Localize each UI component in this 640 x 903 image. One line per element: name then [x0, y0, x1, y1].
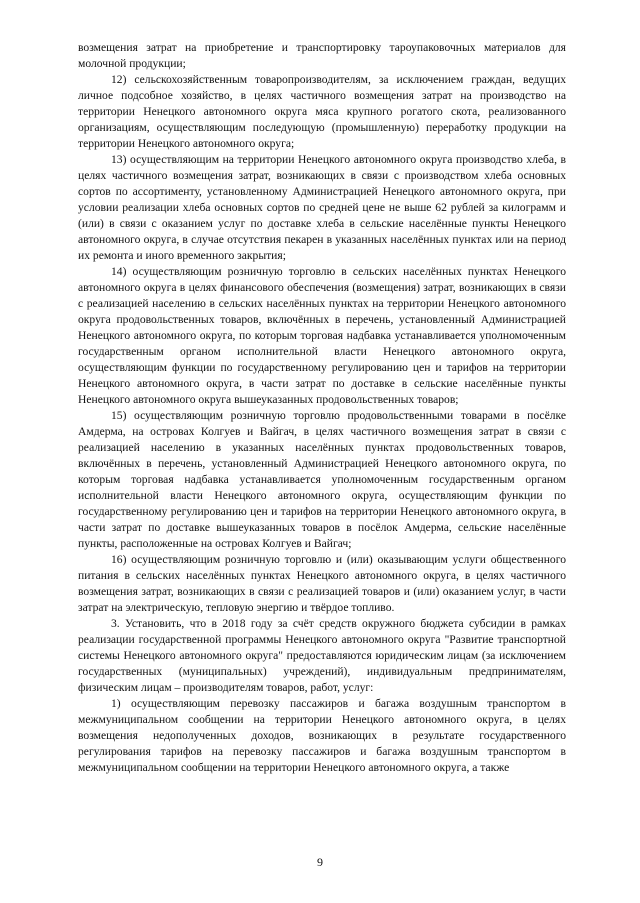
page-number: 9: [317, 855, 323, 869]
paragraph-section-3: 3. Установить, что в 2018 году за счёт средств окружного бюджета субсидии в рамках реализации государственной программы Ненецкого автономного округа "Развитие транспортной системы Ненецкого автономного округа" предоставляются юридическим лицам (за исключением государственных (муниципальных) учреждений), индивидуальным предпринимателям, физическим лицам – производителям товаров, работ, услуг:: [78, 617, 566, 694]
paragraph-item-13: 13) осуществляющим на территории Ненецкого автономного округа производство хлеба, в целях частичного возмещения затрат, возникающих в связи с производством хлеба основных сортов по ассортименту, установленному Администрацией Ненецкого автономного округа, при условии реализации хлеба основных сортов по средней цене не выше 62 рублей за килограмм и (или) в связи с оказанием услуг по доставке хлеба в сельские населённые пункты Ненецкого автономного округа, в случае отсутствия пекарен в указанных населённых пунктах или на период их ремонта и иного временного закрытия;: [78, 153, 566, 262]
paragraph-item-15: 15) осуществляющим розничную торговлю продовольственными товарами в посёлке Амдерма, на островах Колгуев и Вайгач, в целях частичного возмещения затрат в связи с реализацией населению в указанных населённых пунктах продовольственных товаров, включённых в перечень, установленный Администрацией Ненецкого автономного округа, по которым торговая надбавка устанавливается уполномоченным государственным органом исполнительной власти Ненецкого автономного округа, осуществляющим функции по государственному регулированию цен и тарифов на территории Ненецкого автономного округа, в части затрат по доставке вышеуказанных товаров в посёлок Амдерма, сельские населённые пункты, расположенные на островах Колгуев и Вайгач;: [78, 409, 566, 550]
document-body: [78, 40, 566, 776]
paragraph-item-1: 1) осуществляющим перевозку пассажиров и багажа воздушным транспортом в межмуниципальном сообщении на территории Ненецкого автономного округа, в целях возмещения недополученных доходов, возникающих в результате государственного регулирования тарифов на перевозку пассажиров и багажа воздушным транспортом в межмуниципальном сообщении на территории Ненецкого автономного округа, а также: [78, 697, 566, 774]
paragraph-item-14: 14) осуществляющим розничную торговлю в сельских населённых пунктах Ненецкого автономного округа в целях финансового обеспечения (возмещения) затрат, возникающих в связи с реализацией населению в сельских населённых пунктах на территории Ненецкого автономного округа продовольственных товаров, включённых в перечень, установленный Администрацией Ненецкого автономного округа, по которым торговая надбавка устанавливается уполномоченным государственным органом исполнительной власти Ненецкого автономного округа, осуществляющим функции по государственному регулированию цен и тарифов на территории Ненецкого автономного округа, в части затрат по доставке в сельские населённые пункты Ненецкого автономного округа вышеуказанных продовольственных товаров;: [78, 265, 566, 406]
paragraph-continuation: возмещения затрат на приобретение и транспортировку тароупаковочных материалов для молочной продукции;: [78, 41, 566, 70]
paragraph-item-16: 16) осуществляющим розничную торговлю и (или) оказывающим услуги общественного питания в сельских населённых пунктах Ненецкого автономного округа, в целях частичного возмещения затрат, возникающих в связи с реализацией товаров и (или) оказанием услуг, в части затрат на электрическую, тепловую энергию и твёрдое топливо.: [78, 553, 566, 614]
paragraph-item-12: 12) сельскохозяйственным товаропроизводителям, за исключением граждан, ведущих личное подсобное хозяйство, в целях частичного возмещения затрат на производство на территории Ненецкого автономного округа мяса крупного рогатого скота, реализованного организациям, осуществляющим последующую (промышленную) переработку продукции на территории Ненецкого автономного округа;: [78, 73, 566, 150]
